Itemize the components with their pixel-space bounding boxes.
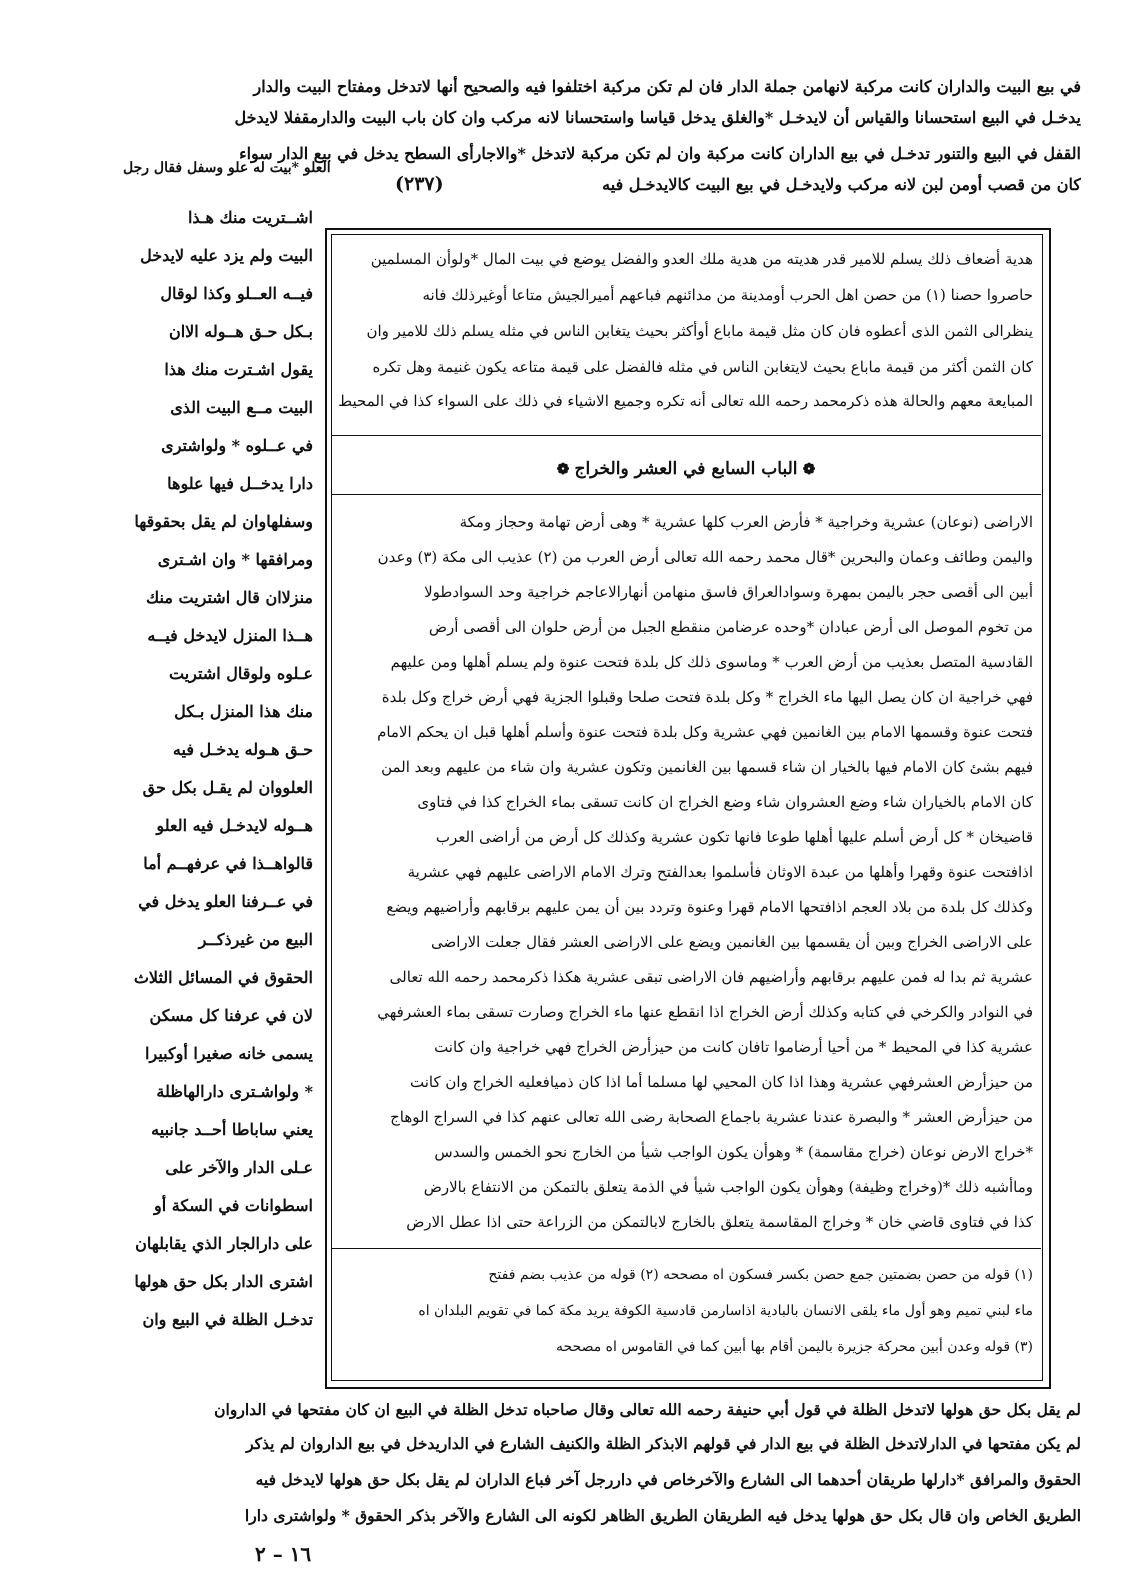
margin-line: لان في عرفنا كل مسكن: [149, 1006, 313, 1025]
text-line: من حيزأرض العشر * والبصرة عندنا عشرية باجماع الصحابة رضى الله تعالى عنهم كذا في السراج الوهاج: [390, 1108, 1033, 1126]
margin-line: العلووان لم يقـل بكل حق: [142, 778, 313, 797]
margin-line: فيــه العــلو وكذا لوقال: [160, 284, 313, 303]
footnote-divider: [331, 1248, 1041, 1249]
margin-line: يقول اشـترت منك هذا: [164, 360, 313, 379]
margin-line: وسفلهاوان لم يقل بحقوقها: [134, 512, 313, 531]
text-line: كان الامام بالخياران شاء وضع العشروان شاء وضع الخراج ان كانت تسقى بماء الخراج كذا في فتاوى: [417, 793, 1033, 811]
text-line: كان الثمن أكثر من قيمة ماباع بحيث لايتغابن الناس في مثله فالفضل على قيمة متاعه يكون غنيمة وهل تكره: [372, 358, 1033, 376]
chapter-divider-bottom: [331, 494, 1041, 495]
margin-line: * ولواشـترى دارالهاظلة: [156, 1082, 313, 1101]
margin-line: في عــلوه * ولواشترى: [161, 436, 313, 455]
top-line: القفل في البيع والتنور تدخـل في بيع الداران كانت مركبة وان لم تكن مركبة لاتدخل *والاجارأى السطح يدخل في بيع الدار سواء: [239, 144, 1081, 163]
text-line: هدية أضعاف ذلك يسلم للامير قدر هديته من هدية ملك العدو والفضل يوضع في بيت المال *ولوأن المسلمين: [370, 250, 1033, 268]
text-line: القادسية المتصل بعذيب من أرض العرب * وماسوى ذلك كل بلدة فتحت عنوة ولم يسلم أهلها ومن عليهم: [390, 653, 1033, 671]
text-line: كذا في فتاوى قاضي خان * وخراج المقاسمة يتعلق بالخارج لابالتمكن من الزراعة حتى اذا عطل الارض: [406, 1213, 1033, 1231]
text-line: فيهم بشئ كان الامام فيها بالخيار ان شاء قسمها بين الغانمين وتكون عشرية وان شاء من عليهم وبعد المن: [381, 758, 1033, 776]
margin-line: قالواهــذا في عرفهــم أما: [143, 854, 313, 873]
margin-line: هــذا المنزل لايدخل فيــه: [147, 626, 313, 645]
chapter-divider-top: [331, 435, 1041, 436]
bottom-line: الطريق الخاص وان قال بكل حق هولها يدخل فيه الطريقان الطريق الظاهر لكونه الى الشارع والآخر بذكر الحقوق * ولواشترى دارا: [244, 1506, 1081, 1525]
text-line: ينظرالى الثمن الذى أعطوه فان كان مثل قيمة ماباع أوأكثر بحيث يتغابن الناس في مثله يسلم ذلك للامير وان: [366, 322, 1033, 340]
text-line: اذافتحت عنوة وقهرا وأهلها من عبدة الاوثان فأسلموا بعدالفتح وترك الامام الاراضى عليهم فهي عشرية: [407, 863, 1033, 881]
footnote-line: ماء لبني تميم وهو أول ماء يلقى الانسان بالبادية اذاسارمن قادسية الكوفة يريد مكة كما في تقويم البلدان اه: [418, 1303, 1033, 1319]
text-line: حاصروا حصنا (١) من حصن اهل الحرب أومدينة من مدائنهم فباعهم أميرالجيش متاعا أوغيرذلك فانه: [422, 286, 1033, 304]
text-line: فهي خراجية ان كان يصل اليها ماء الخراج * وكل بلدة فتحت صلحا وقبلوا الجزية فهي أرض خراج وكل بلدة: [381, 688, 1033, 706]
margin-line: عـلى الدار والآخر على: [165, 1158, 313, 1177]
page-number: (٢٣٧): [395, 173, 444, 195]
footnote-line: (١) قوله من حصن بضمتين جمع حصن بكسر فسكون اه مصححه (٢) قوله من عذيب بضم ففتح: [488, 1267, 1033, 1283]
text-line: *خراج الارض نوعان (خراج مقاسمة) * وهوأن يكون الواجب شيأ من الخارج نحو الخمس والسدس: [434, 1143, 1033, 1161]
margin-line: البيت ولم يزد عليه لايدخل: [140, 246, 313, 265]
top-line: يدخـل في البيع استحسانا والقياس أن لايدخـل *والغلق يدخل قياسا واستحسانا لانه مركب وان كان باب البيت والدارمقفلا لايدخل: [234, 108, 1081, 127]
margin-line: اسطوانات في السكة أو: [154, 1196, 313, 1215]
chapter-title: الباب السابع في العشر والخراج: [574, 459, 798, 479]
text-line: على الاراضى الخراج وبين أن يقسمها بين الغانمين ويضع على الاراضى العشر فقال جعلت الاراضى: [430, 933, 1033, 951]
margin-line: دارا يدخــل فيها علوها: [167, 474, 313, 493]
bottom-line: لم يكن مفتحها في الدارلاتدخل الظلة في بيع الدار في قولهم الابذكر الظلة والكنيف الشارع في الداريدخل في بيع الداروان لم يذكر: [246, 1434, 1081, 1453]
text-line: عشرية ثم بدا له فمن عليهم برقابهم وأراضيهم فان الاراضى تبقى عشرية هكذا ذكرمحمد رحمه الله تعالى: [389, 968, 1033, 986]
text-line: من تخوم الموصل الى أرض عبادان *وحده عرضامن منقطع الجبل من أرض حلوان الى أقصى أرض: [428, 618, 1033, 636]
margin-line: اشــتريت منك هـذا: [187, 208, 313, 227]
text-line: في النوادر والكرخي في كتابه وكذلك أرض الخراج اذا انقطع عنها ماء الخراج وصارت تسقى بماء العشرفهي: [377, 1003, 1033, 1021]
margin-line: بـكل حـق هــوله الاان: [168, 322, 313, 341]
text-line: فتحت عنوة وقسمها الامام بين الغانمين فهي عشرية وكل بلدة فتحت عنوة وأسلم أهلها قبل ان يحكم الامام: [377, 723, 1033, 741]
bottom-line: الحقوق والمرافق *دارلها طريقان أحدهما الى الشارع والآخرخاص في داررجل آخر فباع الداران لم يقل بكل حق هولها لايدخل فيه: [255, 1470, 1081, 1489]
margin-line: اشترى الدار بكل حق هولها: [134, 1272, 313, 1291]
top-line: العلو *بيت له علو وسفل فقال رجل: [123, 160, 331, 176]
margin-line: عـلوه ولوقال اشتريت: [168, 664, 313, 683]
text-line: من حيزأرض العشرفهي عشرية وهذا اذا كان المحيي لها مسلما أما اذا كان ذميافعليه الخراج وان كانت: [410, 1073, 1033, 1091]
text-line: أبين الى أقصى حجر باليمن بمهرة وسوادالعراق فاسق منهامن أنهارالاعاجم خراجية وحد السوادطولا: [424, 583, 1033, 601]
signature-mark: ١٦ – ٢: [255, 1542, 312, 1566]
margin-line: منزلاان قال اشتريت منك: [146, 588, 313, 607]
margin-line: يعني ساباطا أحــد جانبيه: [151, 1120, 313, 1139]
margin-line: في عــرفنا العلو يدخل في: [138, 892, 313, 911]
text-line: واليمن وطائف وعمان والبحرين *قال محمد رحمه الله تعالى أرض العرب من (٢) عذيب الى مكة (٣) وعدن: [377, 548, 1033, 566]
top-line: في بيع البيت والداران كانت مركبة لانهامن جملة الدار فان لم تكن مركبة اختلفوا فيه والصحيح أنها لاتدخل ومفتاح البيت والدار: [253, 77, 1081, 96]
text-line: الاراضى (نوعان) عشرية وخراجية * فأرض العرب كلها عشرية * وهى أرض تهامة وحجاز ومكة: [459, 513, 1033, 531]
margin-line: ومرافقها * وان اشـترى: [157, 550, 313, 569]
text-line: قاضيخان * كل أرض أسلم عليها أهلها طوعا فانها تكون عشرية وكذلك كل أرض من أراضى العرب: [435, 828, 1033, 846]
margin-line: تدخـل الظلة في البيع وان: [142, 1310, 313, 1329]
text-line: وماأشبه ذلك *(وخراج وظيفة) وهوأن يكون الواجب شيأ في الذمة يتعلق بالتمكن من الانتفاع بالارض: [423, 1178, 1033, 1196]
chapter-heading: [331, 455, 1041, 483]
margin-line: يسمى خانه صغيرا أوكبيرا: [145, 1044, 313, 1063]
margin-line: الحقوق في المسائل الثلاث: [133, 968, 313, 987]
ornament-icon: ❁: [797, 460, 816, 478]
margin-line: البيع من غيرذكــر: [198, 930, 313, 949]
margin-line: منك هذا المنزل بـكل: [174, 702, 313, 721]
bottom-line: لم يقل بكل حق هولها لاتدخل الظلة في قول أبي حنيفة رحمه الله تعالى وقال صاحباه تدخل الظلة في البيع ان كان مفتحها في الداروان: [214, 1400, 1081, 1419]
text-line: المبايعة معهم والحالة هذه ذكرمحمد رحمه الله تعالى أنه تكره وجميع الاشياء في ذلك على السواء كذا في المحيط: [338, 392, 1033, 410]
top-line: كان من قصب أومن لبن لانه مركب ولايدخـل في بيع البيت كالايدخـل فيه: [602, 175, 1081, 194]
margin-line: على دارالجار الذي يقابلهان: [135, 1234, 313, 1253]
margin-line: حـق هـوله يدخـل فيه: [172, 740, 313, 759]
ornament-icon: ❁: [556, 460, 575, 478]
footnote-line: (٣) قوله وعدن أبين محركة جزيرة باليمن أقام بها أبين كما في القاموس اه مصححه: [556, 1339, 1033, 1355]
margin-line: هــوله لايدخـل فيه العلو: [156, 816, 313, 835]
text-line: عشرية كذا في المحيط * من أحيا أرضاموا تافان كانت من حيزأرض الخراج فهي خراجية وان كانت: [434, 1038, 1033, 1056]
text-line: وكذلك كل بلدة من بلاد العجم اذافتحها الامام قهرا وعنوة وتردد بين أن يمن عليهم برقابهم وأراضيهم ويضع: [386, 898, 1033, 916]
margin-line: البيت مــع البيت الذى: [170, 398, 313, 417]
